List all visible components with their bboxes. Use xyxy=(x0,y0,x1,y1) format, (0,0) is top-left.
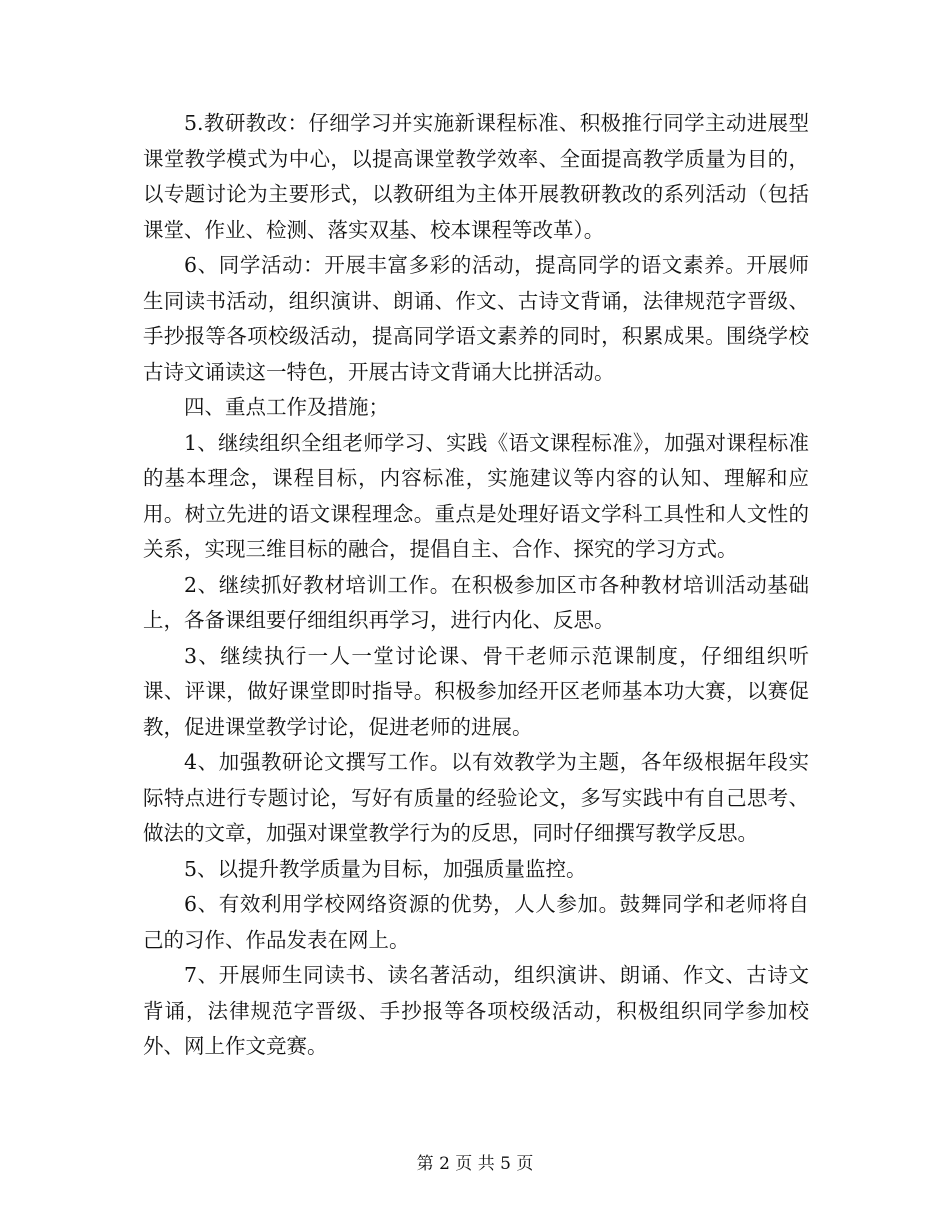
paragraph-student-activities: 6、同学活动：开展丰富多彩的活动，提高同学的语文素养。开展师生同读书活动，组织演讲、朗诵、作文、古诗文背诵，法律规范字晋级、手抄报等各项校级活动，提高同学语文素养的同时，积累成果。围绕学校古诗文诵读这一特色，开展古诗文背诵大比拼活动。 xyxy=(143,253,809,384)
paragraph-item-3: 3、继续执行一人一堂讨论课、骨干老师示范课制度，仔细组织听课、评课，做好课堂即时指导。积极参加经开区老师基本功大赛，以赛促教，促进课堂教学讨论，促进老师的进展。 xyxy=(143,643,809,739)
paragraph-item-2: 2、继续抓好教材培训工作。在积极参加区市各种教材培训活动基础上，各备课组要仔细组织再学习，进行内化、反思。 xyxy=(143,572,809,632)
paragraph-teaching-research: 5.教研教改：仔细学习并实施新课程标准、积极推行同学主动进展型课堂教学模式为中心，以提高课堂教学效率、全面提高教学质量为目的，以专题讨论为主要形式，以教研组为主体开展教研教改的系列活动（包括课堂、作业、检测、落实双基、校本课程等改革）。 xyxy=(143,111,809,242)
paragraph-item-4: 4、加强教研论文撰写工作。以有效教学为主题，各年级根据年段实际特点进行专题讨论，写好有质量的经验论文，多写实践中有自己思考、做法的文章，加强对课堂教学行为的反思，同时仔细撰写教学反思。 xyxy=(143,750,809,845)
paragraph-item-7: 7、开展师生同读书、读名著活动，组织演讲、朗诵、作文、古诗文背诵，法律规范字晋级、手抄报等各项校级活动，积极组织同学参加校外、网上作文竞赛。 xyxy=(143,963,809,1058)
section-heading-key-work: 四、重点工作及措施； xyxy=(184,395,389,419)
paragraph-item-5: 5、以提升教学质量为目标，加强质量监控。 xyxy=(184,856,587,881)
page-footer: 第 2 页 共 5 页 xyxy=(416,1154,534,1174)
document-body xyxy=(143,106,809,1065)
paragraph-item-1: 1、继续组织全组老师学习、实践《语文课程标准》，加强对课程标准的基本理念，课程目标，内容标准，实施建议等内容的认知、理解和应用。树立先进的语文课程理念。重点是处理好语文学科工具性和人文性的关系，实现三维目标的融合，提倡自主、合作、探究的学习方式。 xyxy=(143,430,809,561)
paragraph-item-6: 6、有效利用学校网络资源的优势，人人参加。鼓舞同学和老师将自己的习作、作品发表在网上。 xyxy=(143,892,809,952)
